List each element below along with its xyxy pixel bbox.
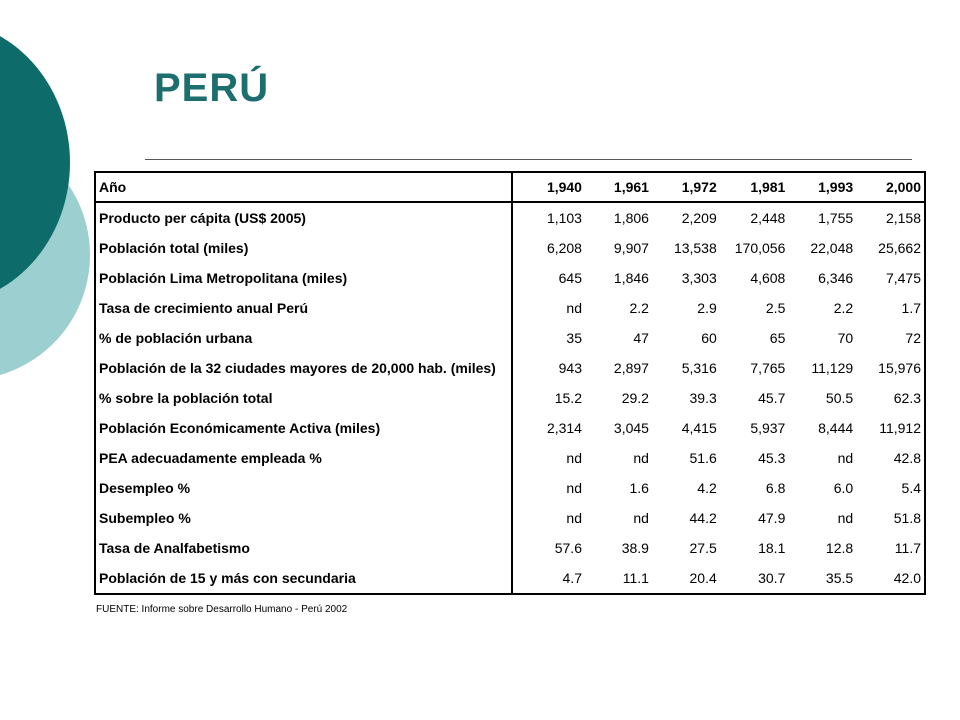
- header-year: 1,993: [788, 172, 856, 202]
- table-row: [95, 413, 925, 443]
- table-cell: 45.3: [758, 450, 786, 466]
- table-cell: 2,209: [681, 210, 717, 226]
- table-cell: 2,448: [750, 210, 786, 226]
- table-row: [95, 443, 925, 473]
- table-cell: 11.7: [894, 540, 921, 556]
- table-cell: nd: [566, 300, 582, 316]
- table-cell: 62.3: [893, 390, 921, 406]
- header-year: 1,972: [652, 172, 720, 202]
- table-cell: 2,897: [613, 360, 649, 376]
- header-year: 1,961: [585, 172, 652, 202]
- table-row: [95, 323, 925, 353]
- table-cell: 35.5: [825, 570, 854, 586]
- row-label: Población Lima Metropolitana (miles): [95, 263, 512, 293]
- table-row: [95, 503, 925, 533]
- table-cell: 4,415: [681, 420, 717, 436]
- table-cell: 39.3: [689, 390, 717, 406]
- table-cell: 1.6: [629, 480, 649, 496]
- row-label: Población total (miles): [95, 233, 512, 263]
- table-cell: 11,129: [811, 360, 854, 376]
- table-cell: 1,806: [613, 210, 649, 226]
- table-header-row: [95, 172, 925, 202]
- table-cell: 4,608: [750, 270, 786, 286]
- table-cell: 2.9: [697, 300, 717, 316]
- table-cell: 2,158: [885, 210, 921, 226]
- table-cell: 70: [837, 330, 854, 346]
- table-cell: 15,976: [878, 360, 921, 376]
- table-cell: 5,316: [681, 360, 717, 376]
- table-cell: 35: [566, 330, 582, 346]
- table-cell: 57.6: [554, 540, 582, 556]
- table-cell: 943: [558, 360, 582, 376]
- table-cell: 45.7: [758, 390, 786, 406]
- row-label: Producto per cápita (US$ 2005): [95, 202, 512, 233]
- table-cell: 44.2: [689, 510, 717, 526]
- row-label: PEA adecuadamente empleada %: [95, 443, 512, 473]
- table-cell: 2.2: [629, 300, 649, 316]
- table-cell: 7,765: [750, 360, 786, 376]
- table-cell: 42.8: [893, 450, 921, 466]
- table-cell: nd: [566, 510, 582, 526]
- table-cell: nd: [566, 480, 582, 496]
- table-cell: 38.9: [621, 540, 649, 556]
- table-cell: nd: [633, 450, 649, 466]
- table-cell: 9,907: [613, 240, 649, 256]
- table-cell: 1,846: [613, 270, 649, 286]
- row-label: % sobre la población total: [95, 383, 512, 413]
- header-year: 2,000: [856, 172, 925, 202]
- row-label: Población de la 32 ciudades mayores de 20,000 hab. (miles): [95, 353, 512, 383]
- table-row: [95, 473, 925, 503]
- table-cell: 8,444: [818, 420, 854, 436]
- table-cell: 5,937: [750, 420, 786, 436]
- table-cell: 13,538: [673, 240, 717, 256]
- table-cell: 42.0: [893, 570, 921, 586]
- table-cell: 5.4: [901, 480, 921, 496]
- table-cell: 2.2: [833, 300, 854, 316]
- row-label: Tasa de crecimiento anual Perú: [95, 293, 512, 323]
- table-cell: 47: [633, 330, 649, 346]
- table-cell: 6.8: [765, 480, 786, 496]
- header-label: Año: [95, 172, 512, 202]
- table-row: [95, 563, 925, 594]
- table-row: [95, 293, 925, 323]
- table-cell: 72: [905, 330, 921, 346]
- table-cell: 11,912: [879, 420, 921, 436]
- table-cell: 20.4: [689, 570, 717, 586]
- table-cell: 25,662: [878, 240, 921, 256]
- table-cell: nd: [566, 450, 582, 466]
- table-cell: 1,103: [546, 210, 582, 226]
- row-label: Tasa de Analfabetismo: [95, 533, 512, 563]
- table-cell: 29.2: [621, 390, 649, 406]
- table-cell: 1.7: [901, 300, 921, 316]
- row-label: Desempleo %: [95, 473, 512, 503]
- table-cell: 65: [769, 330, 786, 346]
- table-cell: 22,048: [810, 240, 854, 256]
- slide-title: PERÚ: [154, 66, 270, 110]
- row-label: Población Económicamente Activa (miles): [95, 413, 512, 443]
- table-cell: 4.7: [562, 570, 582, 586]
- table-row: [95, 263, 925, 293]
- table-cell: 15.2: [554, 390, 582, 406]
- table-cell: 6.0: [833, 480, 854, 496]
- table-row: [95, 533, 925, 563]
- table-cell: 2.5: [765, 300, 786, 316]
- table-body: [95, 202, 925, 594]
- table-row: [95, 233, 925, 263]
- header-year: 1,981: [720, 172, 789, 202]
- table-cell: 51.6: [689, 450, 717, 466]
- table-cell: 7,475: [885, 270, 921, 286]
- table-cell: 11.1: [622, 570, 649, 586]
- table-cell: 2,314: [546, 420, 582, 436]
- table-cell: 3,045: [613, 420, 649, 436]
- table-cell: 3,303: [681, 270, 717, 286]
- data-table: [94, 171, 926, 595]
- table-cell: 12.8: [825, 540, 854, 556]
- row-label: Población de 15 y más con secundaria: [95, 563, 512, 594]
- table-cell: 4.2: [697, 480, 717, 496]
- table-cell: 30.7: [758, 570, 786, 586]
- table-cell: nd: [633, 510, 649, 526]
- row-label: % de población urbana: [95, 323, 512, 353]
- table-row: [95, 383, 925, 413]
- table-cell: 645: [558, 270, 582, 286]
- row-label: Subempleo %: [95, 503, 512, 533]
- table-cell: nd: [837, 450, 854, 466]
- title-divider: [145, 159, 912, 160]
- table-cell: 1,755: [818, 210, 854, 226]
- table-cell: 60: [701, 330, 717, 346]
- table-cell: 18.1: [758, 540, 786, 556]
- table-cell: 6,346: [818, 270, 854, 286]
- table-cell: 27.5: [689, 540, 717, 556]
- table-cell: 51.8: [893, 510, 921, 526]
- table-cell: nd: [837, 510, 854, 526]
- table-cell: 170,056: [734, 240, 786, 256]
- table-cell: 6,208: [546, 240, 582, 256]
- header-year: 1,940: [512, 172, 585, 202]
- table-cell: 47.9: [758, 510, 786, 526]
- table-row: [95, 353, 925, 383]
- source-note: FUENTE: Informe sobre Desarrollo Humano - Perú 2002: [96, 604, 348, 615]
- table-row: [95, 202, 925, 233]
- table-cell: 50.5: [825, 390, 854, 406]
